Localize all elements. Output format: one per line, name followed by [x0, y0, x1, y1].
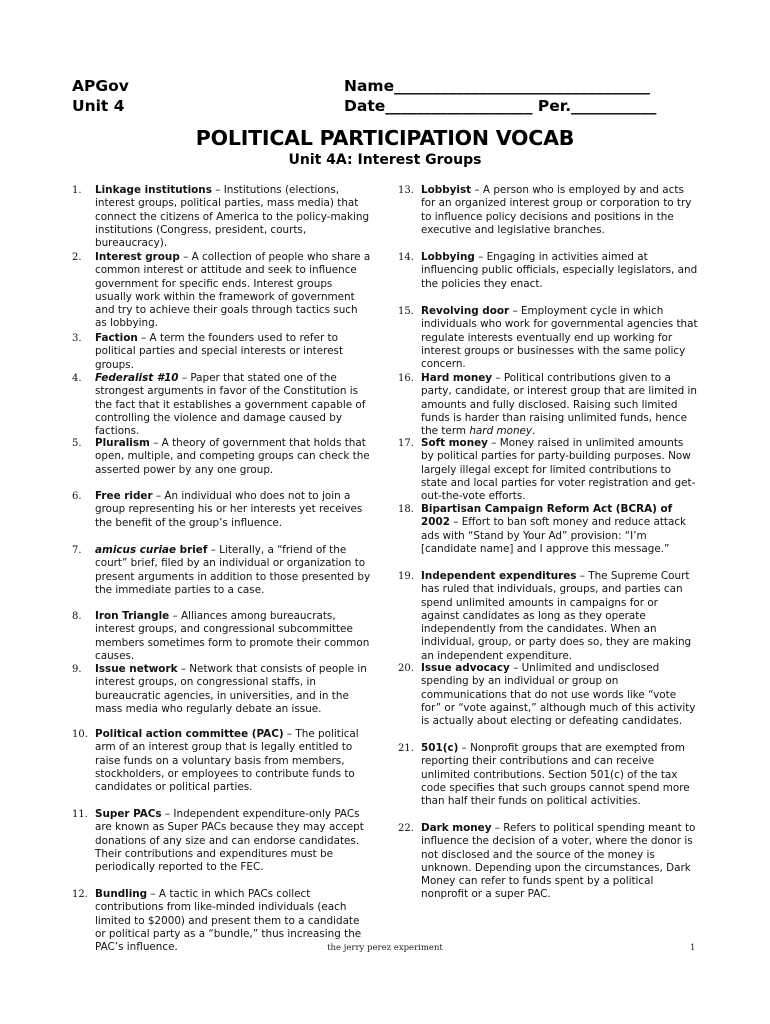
vocab-definition: – A theory of government that holds that open, multiple, and competing groups can check the asserted power by any one group.: [95, 437, 370, 476]
footer-credit: the jerry perez experiment: [327, 943, 443, 953]
vocab-item: [398, 437, 698, 503]
vocab-definition: – Effort to ban soft money and reduce attack ads with “Stand by Your Ad” provision: “I’m [candidate name] and I approve this message.”: [421, 516, 687, 555]
vocab-term: Lobbying: [421, 251, 475, 263]
vocab-definition: – Nonprofit groups that are exempted from reporting their contributions and can receive unlimited contributions. Section 501(c) of the tax code specifies that such groups cannot spend more than half their funds on political activities.: [421, 742, 690, 808]
item-number: 7.: [72, 545, 82, 556]
date-period-field: Date___________________ Per.___________: [344, 97, 657, 115]
vocab-item: [72, 663, 372, 716]
vocab-term: Free rider: [95, 490, 153, 502]
item-number: 21.: [398, 743, 414, 754]
item-number: 8.: [72, 611, 82, 622]
vocab-term: Bipartisan Campaign Reform Act (BCRA) of 2002: [421, 503, 673, 529]
item-number: 22.: [398, 823, 414, 834]
vocab-term: Revolving door: [421, 305, 510, 317]
course-header: [72, 76, 129, 116]
student-info-header: [344, 76, 656, 116]
vocab-item: [398, 662, 698, 728]
item-number: 12.: [72, 889, 88, 900]
vocab-definition: – Unlimited and undisclosed spending by an individual or group on communications that do not use words like “vote for” or “vote against,” although much of this activity is actually about electing or defeating candidates.: [421, 662, 696, 728]
item-number: 13.: [398, 185, 414, 196]
course-label: APGov: [72, 77, 129, 95]
vocab-item: [398, 184, 698, 237]
page-subtitle: Unit 4A: Interest Groups: [288, 152, 482, 168]
vocab-item: [72, 437, 372, 477]
vocab-definition-emphasis: hard money: [469, 425, 533, 438]
vocab-item: [72, 610, 372, 663]
item-number: 3.: [72, 333, 82, 344]
item-number: 1.: [72, 185, 82, 196]
vocab-definition: – Paper that stated one of the strongest arguments in favor of the Constitution is the fact that it establishes a government capable of controlling the violence and damage caused by factions.: [95, 372, 366, 438]
item-number: 2.: [72, 252, 82, 263]
vocab-definition: – Alliances among bureaucrats, interest groups, and congressional subcommittee members sometimes form to promote their common causes.: [95, 610, 370, 662]
vocab-definition: – The Supreme Court has ruled that individuals, groups, and parties can spend unlimited amounts in campaigns for or against candidates as long as they operate independently from the candidates. When an individual, group, or party does so, they are making an independent expenditure.: [421, 570, 692, 662]
vocab-term: Issue network: [95, 663, 178, 675]
item-number: 4.: [72, 373, 82, 384]
vocab-term: Interest group: [95, 251, 180, 263]
vocab-item: [72, 251, 372, 331]
vocab-item: [72, 332, 372, 372]
vocab-term-suffix: brief: [176, 544, 208, 556]
vocab-term: Issue advocacy: [421, 662, 510, 674]
vocab-item: [398, 503, 698, 556]
vocab-item: [398, 742, 698, 808]
vocab-item: [72, 372, 372, 438]
vocab-item: [72, 808, 372, 874]
vocab-definition: – A term the founders used to refer to political parties and special interests or interest groups.: [95, 332, 344, 371]
vocab-definition: – An individual who does not to join a group representing his or her interests yet receives the benefit of the group’s influence.: [95, 490, 363, 529]
item-number: 18.: [398, 504, 414, 515]
vocab-definition: – Institutions (elections, interest groups, political parties, mass media) that connect the citizens of America to the policy-making institutions (Congress, president, courts, bureaucracy).: [95, 184, 370, 250]
vocab-term: Iron Triangle: [95, 610, 170, 622]
vocab-item: [72, 728, 372, 794]
vocab-term: Hard money: [421, 372, 493, 384]
vocab-definition: – Political contributions given to a party, candidate, or interest group that are limited in amounts and fully disclosed. Raising such limited funds is harder than raising unlimited funds, hence the term: [421, 372, 697, 438]
vocab-definition: – The political arm of an interest group that is legally entitled to raise funds on a voluntary basis from members, stockholders, or employees to contribute funds to candidates or political parties.: [95, 728, 359, 794]
page-number: 1: [690, 943, 696, 953]
vocab-item: [398, 305, 698, 371]
vocab-item: [398, 570, 698, 663]
vocab-item: [72, 544, 372, 597]
vocab-definition: – Money raised in unlimited amounts by political parties for party-building purposes. Now largely illegal except for limited contributions to state and local parties for voter registration and get-out-the-vote efforts.: [421, 437, 696, 503]
vocab-term: Faction: [95, 332, 138, 344]
vocab-definition: – A person who is employed by and acts for an organized interest group or corporation to try to influence policy decisions and positions in the executive and legislative branches.: [421, 184, 692, 236]
vocab-term: Pluralism: [95, 437, 150, 449]
vocab-item: [398, 372, 698, 438]
vocab-term: Political action committee (PAC): [95, 728, 284, 740]
item-number: 16.: [398, 373, 414, 384]
vocab-item: [72, 490, 372, 530]
vocab-item: [72, 184, 372, 250]
item-number: 20.: [398, 663, 414, 674]
vocab-term: Federalist #10: [95, 372, 179, 384]
item-number: 9.: [72, 664, 82, 675]
vocab-definition: – Network that consists of people in interest groups, on congressional staffs, in bureaucratic agencies, in universities, and in the mass media who regularly debate an issue.: [95, 663, 367, 715]
vocab-term: Lobbyist: [421, 184, 472, 196]
page-title: POLITICAL PARTICIPATION VOCAB: [195, 126, 575, 150]
vocab-term: Linkage institutions: [95, 184, 212, 196]
item-number: 19.: [398, 571, 414, 582]
vocab-definition: – A tactic in which PACs collect contributions from like-minded individuals (each limited to $2000) and present them to a candidate or political party as a “bundle,” thus increasing the PAC’s influence.: [95, 888, 362, 954]
vocab-definition: – Engaging in activities aimed at influencing public officials, especially legislators, and the policies they enact.: [421, 251, 698, 290]
unit-label: Unit 4: [72, 97, 125, 115]
vocab-definition: – A collection of people who share a common interest or attitude and seek to influence government for specific ends. Interest groups usually work within the framework of government and try to achieve their goals through tactics such as lobbying.: [95, 251, 371, 330]
vocab-item: [398, 822, 698, 902]
vocab-term: Independent expenditures: [421, 570, 577, 582]
vocab-definition: – Independent expenditure-only PACs are known as Super PACs because they may accept donations of any size and can endorse candidates. Their contributions and expenditures must be periodically reported to the FEC.: [95, 808, 364, 874]
item-number: 6.: [72, 491, 82, 502]
vocab-term: Super PACs: [95, 808, 162, 820]
vocab-definition: – Literally, a “friend of the court” brief, filed by an individual or organization to present arguments in addition to those presented by the immediate parties to a case.: [95, 544, 371, 596]
name-field: Name_________________________________: [344, 77, 650, 95]
vocab-term: Dark money: [421, 822, 492, 834]
vocab-definition: – Refers to political spending meant to influence the decision of a voter, where the donor is not disclosed and the source of the money is unknown. Depending upon the circumstances, Dark Money can refer to funds spent by a political nonprofit or a super PAC.: [421, 822, 696, 901]
vocab-definition: – Employment cycle in which individuals who work for governmental agencies that regulate interests eventually end up working for interest groups or businesses with the same policy concern.: [421, 305, 698, 371]
vocab-term: 501(c): [421, 742, 459, 754]
item-number: 17.: [398, 438, 414, 449]
item-number: 14.: [398, 252, 414, 263]
item-number: 5.: [72, 438, 82, 449]
vocab-term: Soft money: [421, 437, 488, 449]
item-number: 11.: [72, 809, 88, 820]
vocab-term: amicus curiae: [95, 544, 177, 556]
item-number: 10.: [72, 729, 88, 740]
vocab-term: Bundling: [95, 888, 148, 900]
vocab-item: [398, 251, 698, 291]
vocab-definition-end: .: [532, 425, 536, 438]
item-number: 15.: [398, 306, 414, 317]
